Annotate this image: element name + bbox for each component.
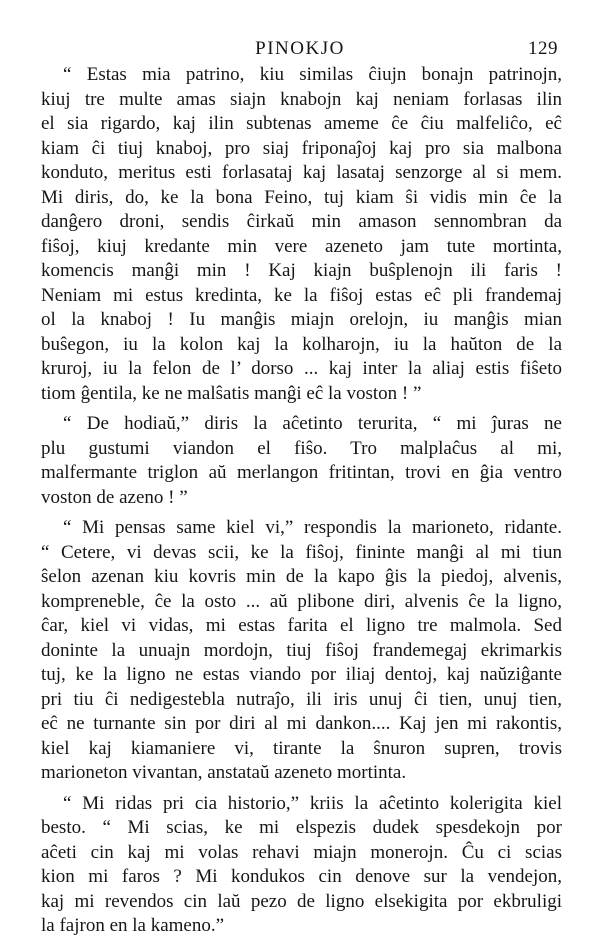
text-line: tuj, ke la ligno ne estas viando por iliaj dentoj, kaj naŭziĝante: [41, 664, 562, 685]
text-line: la fajron en la kameno.”: [41, 915, 225, 936]
text-line: marioneton vivantan, anstataŭ azeneto mortinta.: [41, 762, 407, 783]
text-line: fiŝoj, kiuj kredante min vere azeneto jam tute mortinta,: [41, 235, 562, 257]
running-title: PINOKJO: [255, 38, 345, 59]
paragraph: [41, 792, 562, 939]
text-line: komencis manĝi min ! Kaj kiajn buŝplenojn ili faris !: [41, 260, 562, 281]
text-line: ol la knaboj ! Iu manĝis miajn orelojn, iu manĝis mian: [41, 309, 562, 330]
running-head: [40, 38, 560, 62]
text-line: voston de azeno ! ”: [41, 486, 188, 508]
text-line: besto. “ Mi scias, ke mi elspezis dudek spesdekojn por: [41, 817, 562, 838]
paragraph: [41, 516, 562, 786]
page-body: [41, 63, 562, 945]
paragraph: [41, 412, 562, 510]
text-line: eĉ ne turnante sin por diri al mi dankon.... Kaj jen mi rakontis,: [41, 713, 562, 734]
text-line: kiam ĉi tiuj knaboj, pro siaj friponaĵoj kaj pro sia malbona: [41, 137, 562, 159]
text-line: “ De hodiaŭ,” diris la aĉetinto terurita, “ mi ĵuras ne: [63, 413, 562, 434]
text-line: kion mi faros ? Mi kondukos cin denove sur la vendejon,: [41, 866, 562, 887]
text-line: konduto, meritus esti forlasataj kaj lasataj senzorge al si mem.: [41, 162, 562, 183]
text-line: buŝegon, iu la kolon kaj la kolharojn, iu la haŭton de la: [41, 333, 562, 355]
text-line: tiom ĝentila, ke ne malŝatis manĝi eĉ la voston ! ”: [41, 382, 422, 404]
text-line: malfermante triglon aŭ merlangon fritintan, trovi en ĝia ventro: [41, 462, 562, 483]
text-line: danĝero droni, sendis ĉirkaŭ min amason sennombran da: [41, 211, 562, 232]
text-line: kompreneble, ĉe la osto ... aŭ plibone diri, alvenis ĉe la ligno,: [41, 590, 562, 612]
text-line: doninte la unuajn mordojn, tiuj fiŝoj frandemegaj ekrimarkis: [41, 639, 562, 661]
page-number: 129: [528, 38, 558, 59]
text-line: kiel kaj kiamaniere vi, tirante la ŝnuron supren, trovis: [41, 737, 562, 759]
text-line: el sia rigardo, kaj ilin subtenas ameme ĉe ĉiu malfeliĉo, eĉ: [41, 113, 562, 134]
text-line: kiuj tre multe amas siajn knabojn kaj neniam forlasas ilin: [41, 88, 562, 110]
text-line: “ Mi ridas pri cia historio,” kriis la aĉetinto kolerigita kiel: [63, 792, 562, 814]
text-line: Neniam mi estus kredinta, ke la fiŝoj estas eĉ pli frandemaj: [41, 284, 562, 306]
text-line: “ Cetere, vi devas scii, ke la fiŝoj, fininte manĝi al mi tiun: [41, 541, 562, 563]
text-line: pri tiu ĉi nedigestebla nutraĵo, ili iris unuj ĉi tien, unuj tien,: [41, 688, 562, 710]
text-line: ĉar, kiel vi vidas, mi estas farita el ligno tre malmola. Sed: [41, 615, 562, 636]
text-line: kruroj, iu la felon de l’ dorso ... kaj inter la aliaj estis fiŝeto: [41, 358, 562, 379]
text-line: aĉeti cin kaj mi volas rehavi miajn monerojn. Ĉu ci scias: [41, 841, 562, 863]
text-line: “ Mi pensas same kiel vi,” respondis la marioneto, ridante.: [63, 517, 562, 538]
text-line: kaj mi revendos cin laŭ pezo de ligno elsekigita por ekbruligi: [41, 890, 562, 912]
text-line: plu gustumi viandon el fiŝo. Tro malplaĉus al mi,: [41, 437, 562, 459]
text-line: Mi diris, do, ke la bona Feino, tuj kiam ŝi vidis min ĉe la: [41, 186, 562, 208]
paragraph: [41, 63, 562, 406]
text-line: “ Estas mia patrino, kiu similas ĉiujn bonajn patrinojn,: [63, 64, 562, 85]
text-line: ŝelon azenan kiu kovris min de la kapo ĝis la piedoj, alvenis,: [41, 566, 562, 587]
